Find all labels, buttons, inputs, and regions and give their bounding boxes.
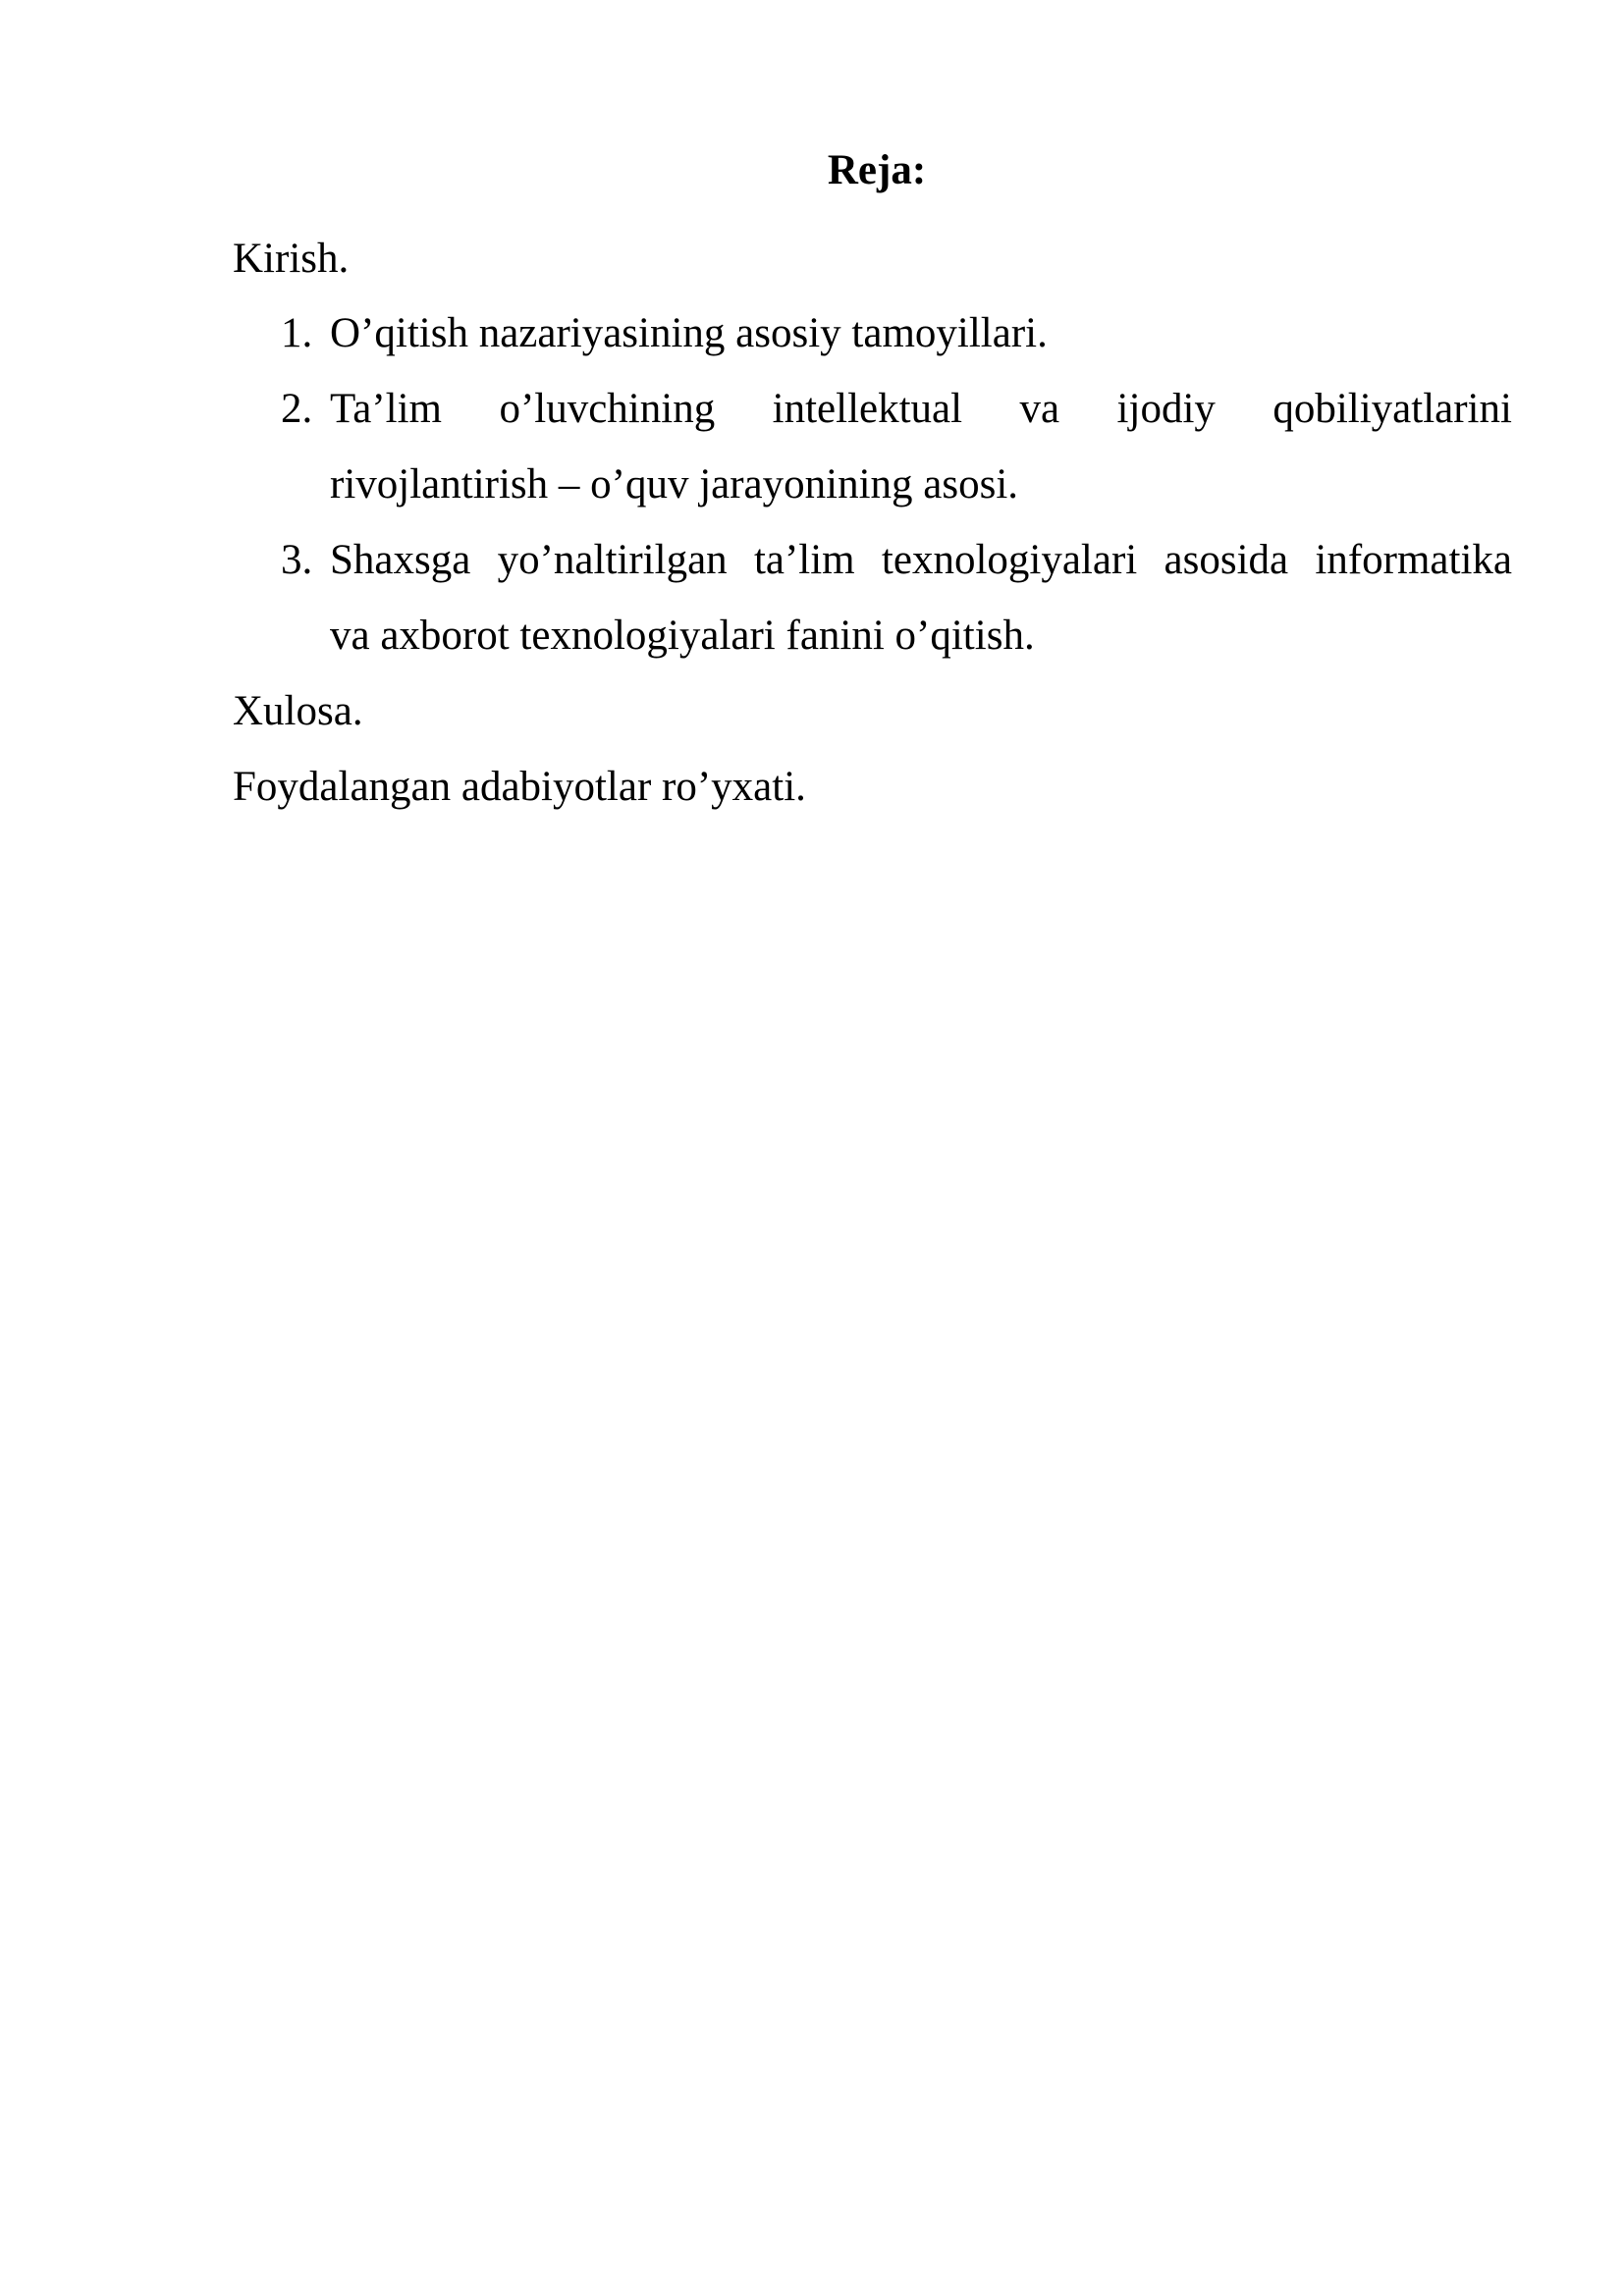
word: asosida bbox=[1164, 537, 1289, 583]
word: intellektual bbox=[772, 386, 963, 432]
plan-item-line: va axborot texnologiyalari fanini o’qitish. bbox=[330, 613, 1035, 659]
plan-item-line: rivojlantirish – o’quv jarayonining asosi. bbox=[330, 461, 1019, 507]
word: Shaxsga bbox=[330, 537, 471, 583]
word: va bbox=[1019, 386, 1060, 432]
word: informatika bbox=[1315, 537, 1512, 583]
word: qobiliyatlarini bbox=[1272, 386, 1512, 432]
plan-item-number: 3. bbox=[281, 537, 313, 583]
word: ijodiy bbox=[1116, 386, 1216, 432]
word: texnologiyalari bbox=[881, 537, 1138, 583]
plan-item-text bbox=[330, 388, 1512, 539]
plan-item-text bbox=[330, 539, 1512, 690]
word: Ta’lim bbox=[330, 386, 443, 432]
plan-item-text bbox=[330, 312, 1512, 388]
word: yo’naltirilgan bbox=[497, 537, 728, 583]
word: ta’lim bbox=[753, 537, 855, 583]
plan-item-line: O’qitish nazariyasining asosiy tamoyillari. bbox=[330, 310, 1048, 356]
conclusion-line: Xulosa. bbox=[233, 688, 363, 734]
plan-item-line-justified bbox=[330, 539, 1512, 614]
plan-item-number: 2. bbox=[281, 386, 313, 432]
plan-item-line-justified bbox=[330, 388, 1512, 463]
page-title: Reja: bbox=[827, 147, 927, 193]
references-line: Foydalangan adabiyotlar ro’yxati. bbox=[233, 764, 806, 810]
plan-item-number: 1. bbox=[281, 310, 313, 356]
word: o’luvchining bbox=[499, 386, 716, 432]
intro-line: Kirish. bbox=[233, 236, 350, 282]
